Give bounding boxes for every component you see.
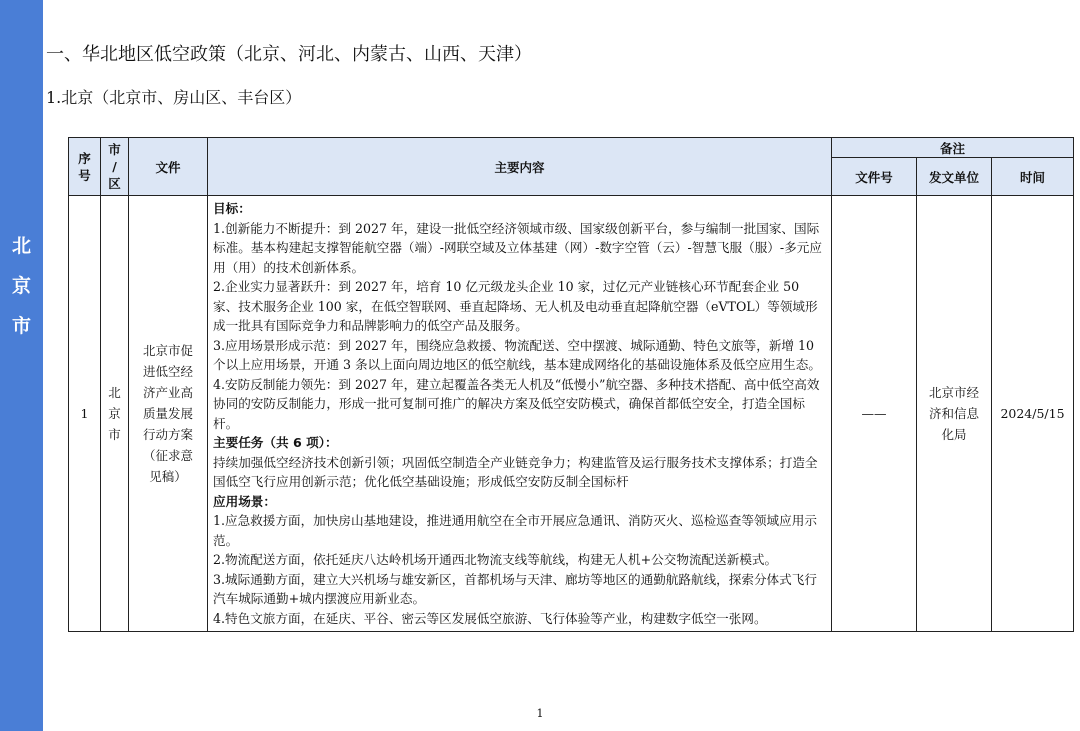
cell-issuer: 北京市经 济和信息 化局: [917, 196, 992, 632]
content-paragraph: 1.创新能力不断提升：到 2027 年，建设一批低空经济领域市级、国家级创新平台，参与编制一批国家、国际标准。基本构建起支撑智能航空器（端）-网联空域及立体基建（网）-数字空管（云）-智慧飞服（服）-多元应用（用）的技术创新体系。: [213, 220, 822, 275]
sidebar-char: 京: [11, 275, 31, 297]
content-paragraph: 3.应用场景形成示范：到 2027 年，围绕应急救援、物流配送、空中摆渡、城际通勤、特色文旅等，新增 10 个以上应用场景，开通 3 条以上面向周边地区的低空航线，基本建成网络化的基础设施体系及低空应用生态。: [213, 337, 821, 372]
content-paragraph: 4.安防反制能力领先：到 2027 年，建立起覆盖各类无人机及“低慢小”航空器、多种技术搭配、高中低空高效协同的安防反制能力，形成一批可复制可推广的解决方案及低空安防模式，确保首都低空安全，打造全国标杆。: [213, 376, 820, 431]
content-paragraph: 1.应急救援方面，加快房山基地建设，推进通用航空在全市开展应急通讯、消防灭火、巡检巡查等领域应用示范。: [213, 513, 817, 548]
header-remarks: 备注: [832, 138, 1074, 158]
page-number: 1: [536, 707, 544, 720]
content-paragraph: 4.特色文旅方面，在延庆、平谷、密云等区发展低空旅游、飞行体验等产业，构建数字低空一张网。: [213, 610, 767, 626]
cell-seq: 1: [69, 196, 101, 632]
content-paragraph: 持续加强低空经济技术创新引领；巩固低空制造全产业链竞争力；构建监管及运行服务技术支撑体系；打造全国低空飞行应用创新示范；优化低空基础设施；形成低空安防反制全国标杆: [213, 454, 818, 489]
content-heading: 目标：: [213, 201, 251, 216]
header-file-no: 文件号: [832, 158, 917, 196]
section-heading: 一、华北地区低空政策（北京、河北、内蒙古、山西、天津）: [46, 44, 532, 65]
cell-file-no: ——: [832, 196, 917, 632]
content-paragraph: 2.企业实力显著跃升：到 2027 年，培育 10 亿元级龙头企业 10 家，过亿元产业链核心环节配套企业 50 家、技术服务企业 100 家，在低空智联网、垂直起降场、无人机及电动垂直起降航空器（eVTOL）等领域形成一批具有国际竞争力和品牌影响力的低空产品及服务。: [213, 279, 818, 333]
cell-file-name: 北京市促 进低空经 济产业高 质量发展 行动方案 （征求意 见稿）: [129, 196, 208, 632]
header-seq: 序 号: [69, 138, 101, 196]
cell-main-content: [208, 196, 832, 632]
table-row: [69, 196, 1074, 632]
sidebar: [0, 0, 43, 731]
header-city: 市 / 区: [101, 138, 129, 196]
sidebar-label: [0, 226, 43, 346]
sidebar-char: 北: [11, 235, 31, 257]
subsection-heading: 1.北京（北京市、房山区、丰台区）: [46, 88, 302, 107]
cell-city: 北 京 市: [101, 196, 129, 632]
cell-time: 2024/5/15: [992, 196, 1074, 632]
content-heading: 主要任务（共 6 项）：: [213, 435, 338, 450]
header-main-content: 主要内容: [208, 138, 832, 196]
content-paragraph: 3.城际通勤方面，建立大兴机场与雄安新区，首都机场与天津、廊坊等地区的通勤航路航线，探索分体式飞行汽车城际通勤+城内摆渡应用新业态。: [213, 571, 817, 606]
content-heading: 应用场景：: [213, 493, 276, 509]
sidebar-char: 市: [11, 315, 31, 337]
header-issuer: 发文单位: [917, 158, 992, 196]
content-paragraph: 2.物流配送方面，依托延庆八达岭机场开通西北物流支线等航线，构建无人机+公交物流配送新模式。: [213, 552, 778, 567]
header-file: 文件: [129, 138, 208, 196]
header-time: 时间: [992, 158, 1074, 196]
policy-table: [68, 137, 1074, 632]
